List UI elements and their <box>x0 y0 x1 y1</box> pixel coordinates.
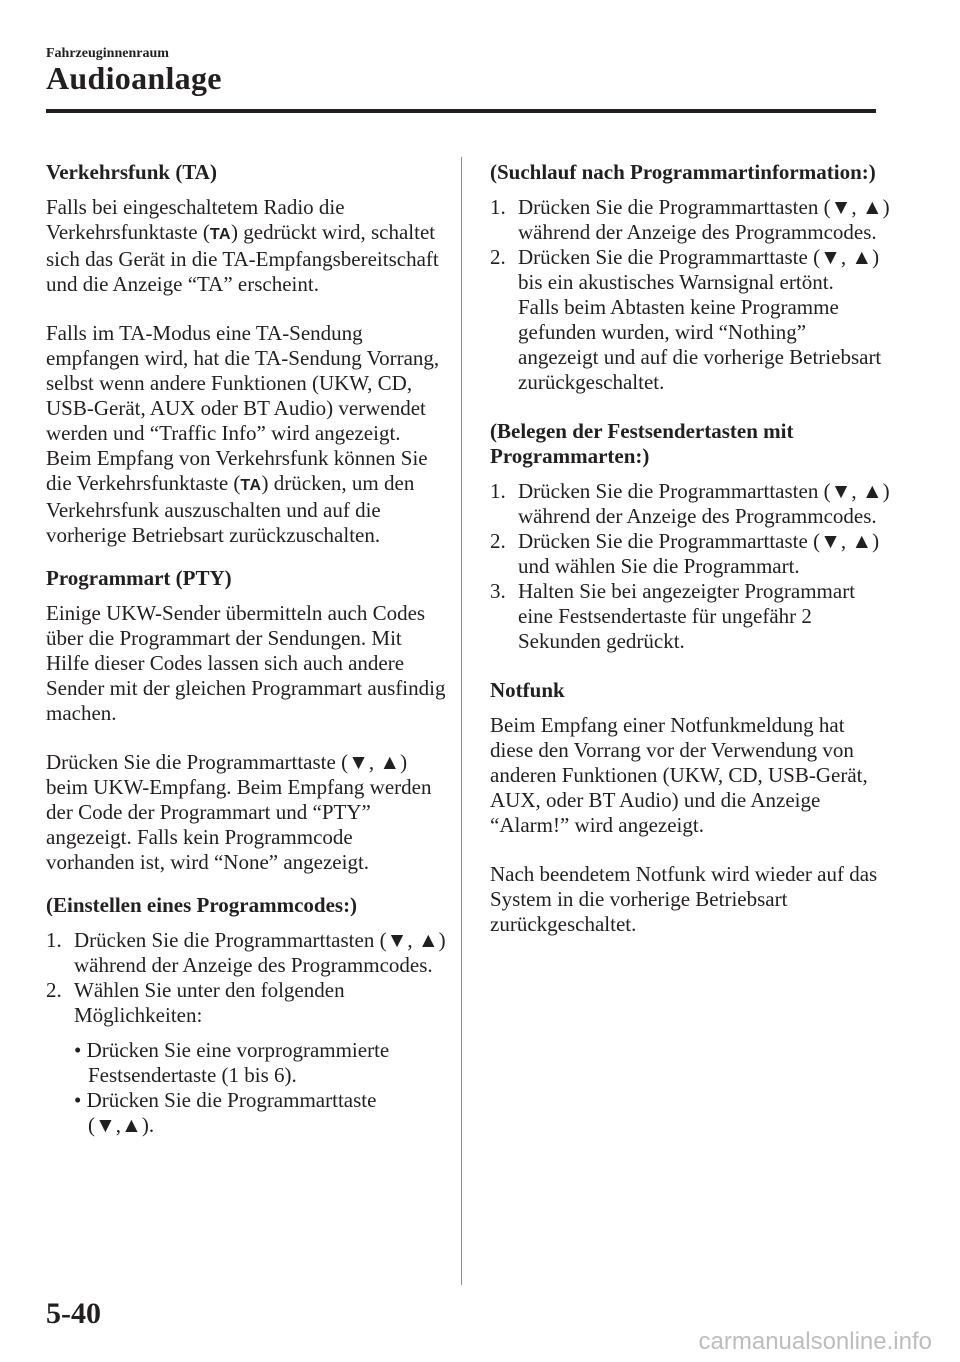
up-arrow-icon: ▲ <box>851 245 873 269</box>
set-code-options <box>46 1038 446 1138</box>
search-heading: (Suchlauf nach Programmartinformation:) <box>490 160 876 184</box>
list-item: 2. Wählen Sie unter den folgenden Möglichkeiten: <box>46 978 345 1027</box>
ta-button-icon: TA <box>240 477 262 494</box>
set-code-heading: (Einstellen eines Programmcodes:) <box>46 893 358 917</box>
page-number: 5-40 <box>46 1297 101 1330</box>
emergency-paragraph-1: Beim Empfang einer Notfunkmeldung hat diese den Vorrang vor der Verwendung von anderen Funktionen (UKW, CD, USB-Gerät, AUX, oder BT Audio) und die Anzeige “Alarm!” wird angezeigt. <box>490 713 868 837</box>
right-column <box>490 160 890 937</box>
ta-button-icon: TA <box>209 226 231 243</box>
list-item: 1. Drücken Sie die Programmarttasten (▼, ▲) während der Anzeige des Programmcodes. <box>490 479 890 528</box>
list-item: 1. Drücken Sie die Programmarttasten (▼, ▲) während der Anzeige des Programmcodes. <box>490 195 890 244</box>
down-arrow-icon: ▼ <box>820 529 841 553</box>
watermark: carmanualsonline.info <box>698 1328 932 1355</box>
list-item: • Drücken Sie eine vorprogrammierte Festsendertaste (1 bis 6). <box>74 1038 390 1087</box>
list-item: 2. Drücken Sie die Programmarttaste (▼, ▲) und wählen Sie die Programmart. <box>490 529 880 578</box>
section-label: Fahrzeuginnenraum <box>46 46 169 61</box>
list-item: 3. Halten Sie bei angezeigter Programmart eine Festsendertaste für ungefähr 2 Sekunden gedrückt. <box>490 579 856 653</box>
up-arrow-icon: ▲ <box>121 1113 142 1137</box>
up-arrow-icon: ▲ <box>379 750 401 774</box>
ta-paragraph-1: Falls bei eingeschaltetem Radio die Verkehrsfunktaste (TA) gedrückt wird, schaltet sich das Gerät in die TA-Empfangsbereitschaft und die Anzeige “TA” erscheint. <box>46 195 439 296</box>
down-arrow-icon: ▼ <box>820 245 841 269</box>
pty-paragraph-1: Einige UKW-Sender übermitteln auch Codes über die Programmart der Sendungen. Mit Hilfe dieser Codes lassen sich auch andere Sender mit der gleichen Programmart ausfindig machen. <box>46 601 446 725</box>
ta-heading: Verkehrsfunk (TA) <box>46 160 217 184</box>
chapter-title: Audioanlage <box>46 60 222 96</box>
pty-heading: Programmart (PTY) <box>46 566 232 590</box>
ta-paragraph-2: Falls im TA-Modus eine TA-Sendung empfangen wird, hat die TA-Sendung Vorrang, selbst wenn andere Funktionen (UKW, CD, USB-Gerät, AUX oder BT Audio) verwendet werden und “Traffic Info” wird angezeigt. <box>46 321 440 445</box>
list-item: • Drücken Sie die Programmarttaste (▼,▲). <box>74 1088 377 1137</box>
down-arrow-icon: ▼ <box>830 195 852 219</box>
search-steps <box>490 195 890 395</box>
search-step-note: Falls beim Abtasten keine Programme gefunden wurden, wird “Nothing” angezeigt und auf die vorherige Betriebsart zurückgeschaltet. <box>518 295 882 394</box>
up-arrow-icon: ▲ <box>861 479 883 503</box>
left-column <box>46 160 446 1138</box>
down-arrow-icon: ▼ <box>386 928 408 952</box>
list-item: 2. Drücken Sie die Programmarttaste (▼, ▲) bis ein akustisches Warnsignal ertönt. Falls beim Abtasten keine Programme gefunden wurden, wird “Nothing” angezeigt und auf die vorherige Betriebsart zurückgeschaltet. <box>490 245 882 394</box>
up-arrow-icon: ▲ <box>417 928 439 952</box>
up-arrow-icon: ▲ <box>851 529 873 553</box>
emergency-paragraph-2: Nach beendetem Notfunk wird wieder auf das System in die vorherige Betriebsart zurückgeschaltet. <box>490 862 878 936</box>
header-rule <box>46 109 876 113</box>
set-code-steps <box>46 928 446 1028</box>
column-divider <box>461 157 462 1285</box>
preset-steps <box>490 479 890 654</box>
down-arrow-icon: ▼ <box>95 1113 116 1137</box>
ta-paragraph-3: Beim Empfang von Verkehrsfunk können Sie die Verkehrsfunktaste (TA) drücken, um den Verkehrsfunk auszuschalten und auf die vorherige Betriebsart zurückzuschalten. <box>46 446 428 547</box>
down-arrow-icon: ▼ <box>348 750 369 774</box>
up-arrow-icon: ▲ <box>861 195 883 219</box>
down-arrow-icon: ▼ <box>830 479 852 503</box>
pty-paragraph-2: Drücken Sie die Programmarttaste (▼, ▲) beim UKW-Empfang. Beim Empfang werden der Code der Programmart und “PTY” angezeigt. Falls kein Programmcode vorhanden ist, wird “None” angezeigt. <box>46 750 432 874</box>
preset-heading: (Belegen der Festsendertasten mit Programmarten:) <box>490 419 794 468</box>
list-item: 1. Drücken Sie die Programmarttasten (▼, ▲) während der Anzeige des Programmcodes. <box>46 928 446 977</box>
emergency-heading: Notfunk <box>490 678 565 702</box>
